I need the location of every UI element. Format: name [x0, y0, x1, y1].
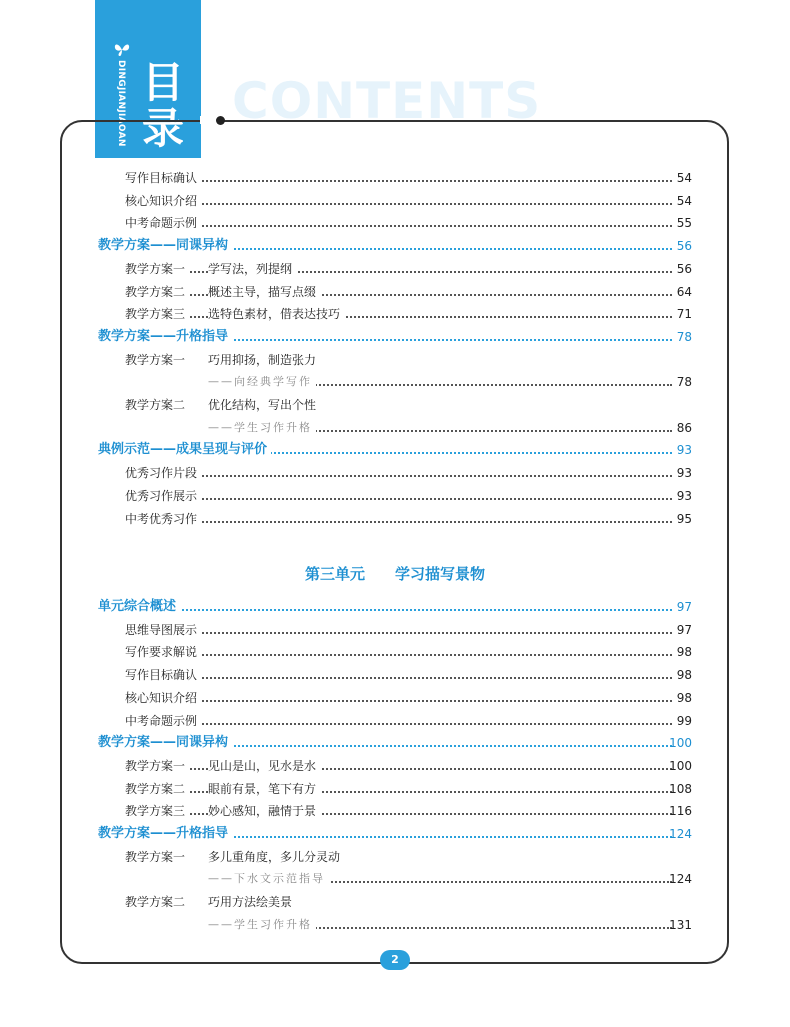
contents-watermark: CONTENTS: [232, 72, 542, 130]
frame-dot: [216, 116, 225, 125]
toc-entry-title: 巧用抑扬，制造张力: [208, 349, 320, 371]
toc-entry-page: 97: [676, 622, 692, 637]
toc-leader-dots: [125, 521, 672, 523]
toc-entry[interactable]: [0, 439, 790, 461]
toc-entry-title: 巧用方法绘美景: [208, 891, 296, 913]
toc-entry-label: 教学方案二: [125, 394, 189, 416]
toc-entry[interactable]: [0, 891, 790, 913]
toc-entry-label: 中考命题示例: [125, 212, 201, 234]
page-number-badge: 2: [380, 950, 410, 970]
toc-entry-label: ——下水文示范指导: [208, 868, 329, 890]
toc-entry-page: 95: [676, 511, 692, 526]
toc-entry-page: 108: [669, 781, 692, 796]
section-heading: [0, 562, 790, 586]
toc-leader-dots: [125, 654, 672, 656]
toc-entry-label: 核心知识介绍: [125, 687, 201, 709]
toc-entry[interactable]: [0, 485, 790, 507]
toc-leader-dots: [125, 677, 672, 679]
toc-entry-page: 54: [676, 193, 692, 208]
toc-entry[interactable]: [0, 619, 790, 641]
toc-entry[interactable]: [0, 508, 790, 530]
toc-entry-page: 56: [676, 239, 692, 254]
toc-entry-title: 选特色素材，借表达技巧: [208, 303, 344, 325]
toc-leader-dots: [125, 475, 672, 477]
toc-entry[interactable]: [0, 258, 790, 280]
toc-entry-page: 78: [676, 329, 692, 344]
toc-entry-page: 78: [676, 375, 692, 390]
toc-entry-label: 教学方案——升格指导: [98, 823, 232, 845]
toc-entry-page: 99: [676, 713, 692, 728]
toc-entry[interactable]: [0, 778, 790, 800]
section-name: 学习描写景物: [395, 565, 486, 583]
toc-entry-page: 93: [676, 488, 692, 503]
toc-entry-page: 54: [676, 171, 692, 185]
toc-entry[interactable]: [0, 868, 790, 890]
toc-entry-page: 98: [676, 690, 692, 705]
toc-entry[interactable]: [0, 190, 790, 212]
toc-entry-label: 教学方案三: [125, 303, 189, 325]
toc-entry-page: 131: [669, 917, 692, 932]
section-unit: 第三单元: [304, 565, 365, 583]
toc-entry-page: 100: [669, 758, 692, 773]
toc-entry[interactable]: [0, 732, 790, 754]
toc-entry[interactable]: [0, 326, 790, 348]
toc-entry-label: 教学方案三: [125, 800, 189, 822]
toc-entry-title: 多儿重角度，多儿分灵动: [208, 846, 344, 868]
toc-entry-page: 124: [669, 827, 692, 841]
butterfly-icon: [113, 42, 131, 58]
toc-entry-page: 98: [676, 668, 692, 683]
toc-entry[interactable]: [0, 755, 790, 777]
toc-entry-page: 93: [676, 443, 692, 458]
toc-entry-label: 教学方案一: [125, 846, 189, 868]
toc-entry-page: 55: [676, 216, 692, 231]
toc-entry-label: 写作目标确认: [125, 167, 201, 189]
toc-entry-title: 眼前有景，笔下有方: [208, 778, 320, 800]
toc-entry-page: 100: [669, 736, 692, 751]
toc-leader-dots: [125, 203, 672, 205]
toc-entry-label: 中考优秀习作: [125, 508, 201, 530]
toc-entry-title: 妙心感知，融情于景: [208, 800, 320, 822]
toc-entry-title: 概述主导，描写点缀: [208, 281, 320, 303]
toc-entry[interactable]: [0, 800, 790, 822]
toc-entry[interactable]: [0, 417, 790, 439]
toc-leader-dots: [125, 498, 672, 500]
toc-leader-dots: [125, 700, 672, 702]
toc-entry-label: 教学方案一: [125, 349, 189, 371]
toc-entry-label: 教学方案——同课异构: [98, 732, 232, 754]
toc-entry-page: 64: [676, 284, 692, 299]
toc-entry-label: ——向经典学写作: [208, 371, 316, 393]
toc-entry-page: 124: [669, 872, 692, 887]
toc-entry[interactable]: [0, 235, 790, 257]
toc-entry-label: 教学方案——升格指导: [98, 326, 232, 348]
page-title: 目录: [141, 58, 184, 153]
toc-entry-title: 优化结构，写出个性: [208, 394, 320, 416]
toc-entry-label: 教学方案——同课异构: [98, 235, 232, 257]
toc-leader-dots: [125, 632, 672, 634]
toc-entry-page: 98: [676, 645, 692, 660]
toc-entry-label: 写作目标确认: [125, 664, 201, 686]
toc-entry-label: 教学方案二: [125, 778, 189, 800]
toc-entry[interactable]: [0, 914, 790, 936]
toc-entry[interactable]: [0, 596, 790, 618]
toc-entry-label: 单元综合概述: [98, 596, 180, 618]
toc-entry[interactable]: [0, 823, 790, 845]
toc-entry-page: 116: [669, 804, 692, 819]
toc-entry-page: 71: [676, 307, 692, 322]
toc-entry[interactable]: [0, 641, 790, 663]
toc-entry-page: 97: [676, 600, 692, 614]
toc-entry-label: 教学方案一: [125, 258, 189, 280]
toc-leader-dots: [125, 225, 672, 227]
toc-entry-label: 思维导图展示: [125, 619, 201, 641]
toc-entry-page: 93: [676, 466, 692, 481]
toc-entry[interactable]: [0, 281, 790, 303]
toc-entry[interactable]: [0, 710, 790, 732]
toc-entry-label: 核心知识介绍: [125, 190, 201, 212]
toc-leader-dots: [98, 609, 672, 611]
toc-entry-label: 优秀习作片段: [125, 462, 201, 484]
toc-entry-label: 中考命题示例: [125, 710, 201, 732]
toc-leader-dots: [125, 180, 672, 182]
toc-entry-label: 典例示范——成果呈现与评价: [98, 439, 271, 461]
header-side-text: DINGJIANJIAOAN: [116, 60, 126, 147]
toc-entry[interactable]: [0, 349, 790, 371]
toc-entry[interactable]: [0, 394, 790, 416]
toc-entry[interactable]: [0, 687, 790, 709]
toc-entry-page: 56: [676, 261, 692, 276]
toc-entry-label: 写作要求解说: [125, 641, 201, 663]
toc-entry-label: 教学方案二: [125, 891, 189, 913]
toc-entry-label: 教学方案一: [125, 755, 189, 777]
toc-entry-label: ——学生习作升格: [208, 914, 316, 936]
toc-entry-label: ——学生习作升格: [208, 417, 316, 439]
toc-entry-title: 见山是山，见水是水: [208, 755, 320, 777]
toc-entry[interactable]: [0, 664, 790, 686]
toc-entry[interactable]: [0, 371, 790, 393]
toc-entry[interactable]: [0, 462, 790, 484]
toc-leader-dots: [125, 723, 672, 725]
toc-entry-title: 学写法，列提纲: [208, 258, 296, 280]
toc-entry[interactable]: [0, 303, 790, 325]
toc-entry[interactable]: [0, 212, 790, 234]
toc-entry-label: 优秀习作展示: [125, 485, 201, 507]
toc-entry-label: 教学方案二: [125, 281, 189, 303]
toc-entry-page: 86: [676, 420, 692, 435]
toc-entry[interactable]: [0, 846, 790, 868]
toc-entry[interactable]: [0, 167, 790, 189]
